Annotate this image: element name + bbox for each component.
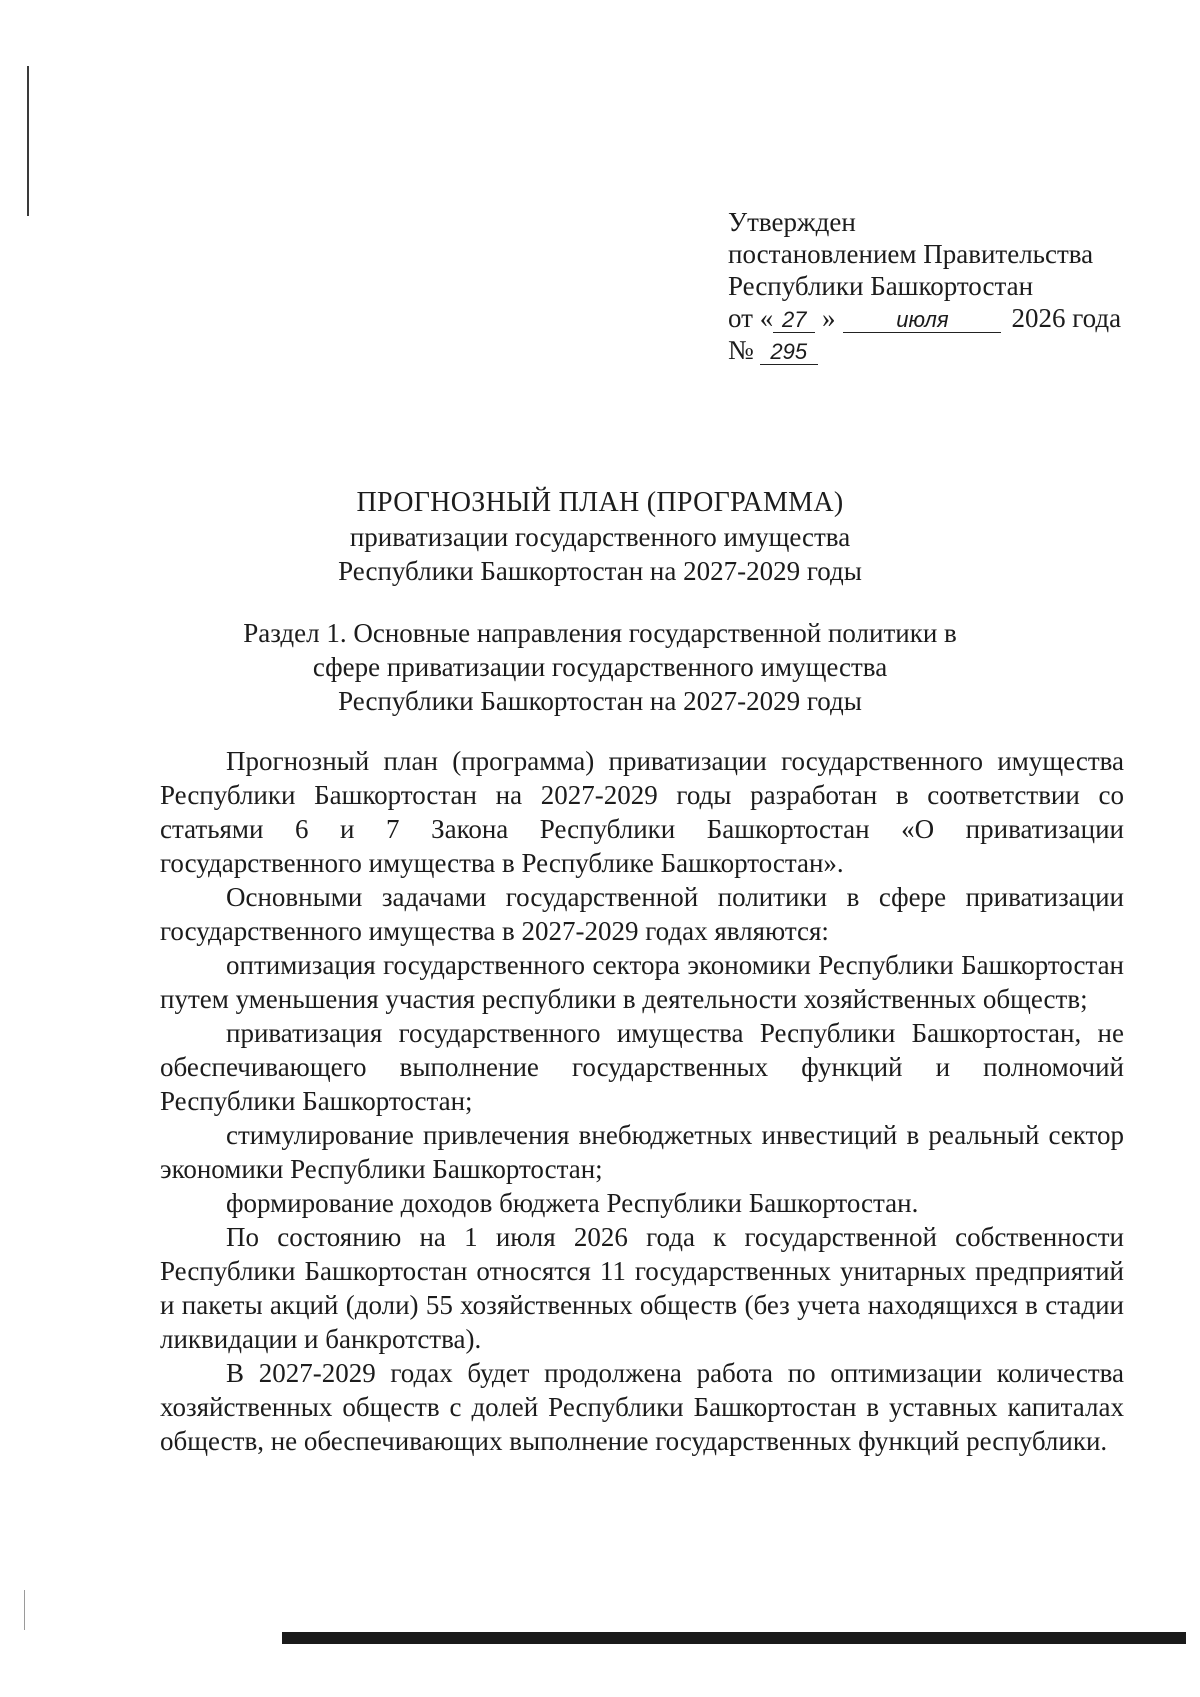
body-text	[160, 744, 1124, 1458]
scan-edge-mark	[24, 1590, 25, 1630]
section-line-2: сфере приватизации государственного имущества	[312, 652, 888, 682]
approval-stamp-block	[728, 206, 1168, 366]
section-line-1: Раздел 1. Основные направления государственной политики в	[243, 618, 957, 648]
date-prefix: от «	[728, 303, 774, 333]
approval-number-line	[728, 334, 1168, 366]
paragraph: оптимизация государственного сектора экономики Республики Башкортостан путем уменьшения участия республики в деятельности хозяйственных обществ;	[160, 950, 1124, 1014]
approval-line-approved: Утвержден	[728, 207, 856, 237]
title-line-1: ПРОГНОЗНЫЙ ПЛАН (ПРОГРАММА)	[356, 487, 844, 518]
section-line-3: Республики Башкортостан на 2027-2029 годы	[338, 686, 862, 716]
approval-date-line	[728, 302, 1168, 334]
date-mid: »	[821, 303, 836, 333]
paragraph: Прогнозный план (программа) приватизации государственного имущества Республики Башкортостан на 2027-2029 годы разработан в соответствии со статьями 6 и 7 Закона Республики Башкортостан «О приватизации государственного имущества в Республике Башкортостан».	[160, 746, 1124, 878]
document-title	[160, 486, 1040, 588]
scan-bottom-bar	[282, 1632, 1186, 1644]
decree-number: 295	[760, 340, 818, 365]
title-line-3: Республики Башкортостан на 2027-2029 годы	[338, 556, 862, 586]
paragraph: стимулирование привлечения внебюджетных инвестиций в реальный сектор экономики Республики Башкортостан;	[160, 1120, 1124, 1184]
approval-line-decree: постановлением Правительства	[728, 239, 1094, 269]
date-year: 2026 года	[1011, 303, 1122, 333]
date-day: 27	[773, 308, 815, 333]
number-prefix: №	[728, 335, 754, 365]
paragraph: формирование доходов бюджета Республики Башкортостан.	[226, 1188, 919, 1218]
paragraph: В 2027-2029 годах будет продолжена работа по оптимизации количества хозяйственных обществ с долей Республики Башкортостан в уставных капиталах обществ, не обеспечивающих выполнение государственных функций республики.	[160, 1358, 1124, 1456]
section-heading	[160, 616, 1040, 718]
paragraph: Основными задачами государственной политики в сфере приватизации государственного имущества в 2027-2029 годах являются:	[160, 882, 1124, 946]
scan-edge-line	[27, 66, 29, 216]
paragraph: приватизация государственного имущества Республики Башкортостан, не обеспечивающего выполнение государственных функций и полномочий Республики Башкортостан;	[160, 1018, 1124, 1116]
approval-line-republic: Республики Башкортостан	[728, 271, 1034, 301]
title-line-2: приватизации государственного имущества	[349, 522, 851, 552]
date-month: июля	[843, 308, 1001, 333]
paragraph: По состоянию на 1 июля 2026 года к государственной собственности Республики Башкортостан относятся 11 государственных унитарных предприятий и пакеты акций (доли) 55 хозяйственных обществ (без учета находящихся в стадии ликвидации и банкротства).	[160, 1222, 1124, 1354]
